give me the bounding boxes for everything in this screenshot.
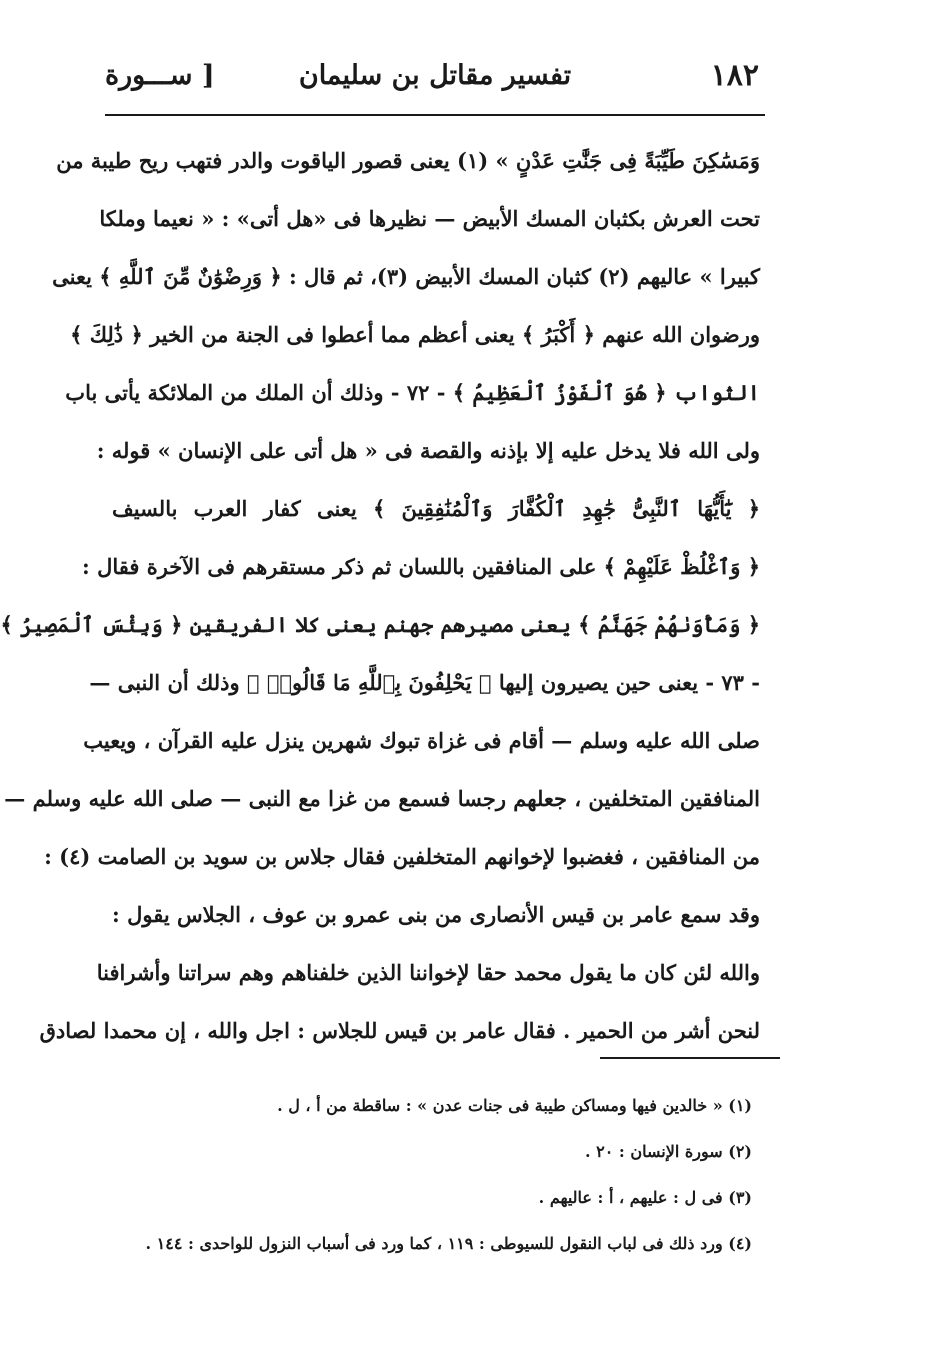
text-line: الثواب ﴿ هُوَ ٱلْفَوْزُ ٱلْعَظِيمُ ﴾ - ٧٢ - وذلك أن الملك من الملائكة يأتى باب xyxy=(65,380,760,405)
text-line: والله لئن كان ما يقول محمد حقا لإخواننا الذين خلفناهم وهم سراتنا وأشرافنا xyxy=(96,960,760,985)
text-line: ورضوان الله عنهم ﴿ أَكْبَرُ ﴾ يعنى أعظم مما أعطوا فى الجنة من الخير ﴿ ذَٰلِكَ ﴾ xyxy=(70,322,760,347)
footnotes xyxy=(112,1083,752,1267)
footnote: (١) « خالدين فيها ومساكن طيبة فى جنات عدن » : ساقطة من أ ، ل . xyxy=(277,1096,752,1115)
footnote: (٤) ورد ذلك فى لباب النقول للسيوطى : ١١٩ ، كما ورد فى أسباب النزول للواحدى : ١٤٤ . xyxy=(145,1234,752,1253)
surah-label: [ ســـورة xyxy=(105,60,215,91)
text-line: لنحن أشر من الحمير . فقال عامر بن قيس للجلاس : اجل والله ، إن محمدا لصادق xyxy=(39,1018,760,1043)
text-line: وَمَسَٰكِنَ طَيِّبَةً فِى جَنَّٰتِ عَدْنٍ » (١) يعنى قصور الياقوت والدر فتهب ريح طيبة من xyxy=(56,148,760,173)
page-number: ١٨٢ xyxy=(710,58,759,93)
footnote-rule xyxy=(600,1057,780,1059)
running-title: تفسير مقاتل بن سليمان xyxy=(298,60,572,91)
text-line: وقد سمع عامر بن قيس الأنصارى من بنى عمرو بن عوف ، الجلاس يقول : xyxy=(112,902,760,927)
page-header xyxy=(105,58,765,108)
body-text xyxy=(0,132,760,1060)
text-line: - ٧٣ - يعنى حين يصيرون إليها ﴿ يَحْلِفُونَ بِٱللَّهِ مَا قَالُوا۟ ﴾ وذلك أن النبى — xyxy=(89,670,760,695)
text-line: من المنافقين ، فغضبوا لإخوانهم المتخلفين فقال جلاس بن سويد بن الصامت (٤) : xyxy=(44,844,760,869)
footnote: (٢) سورة الإنسان : ٢٠ . xyxy=(585,1142,752,1161)
text-line: كبيرا » عاليهم (٢) كثبان المسك الأبيض (٣)، ثم قال : ﴿ وَرِضْوَٰنٌ مِّنَ ٱللَّهِ ﴾ يعنى xyxy=(52,264,760,289)
text-line: ولى الله فلا يدخل عليه إلا بإذنه والقصة فى « هل أتى على الإنسان » قوله : xyxy=(96,438,760,463)
text-line: المنافقين المتخلفين ، جعلهم رجسا فسمع من غزا مع النبى — صلى الله عليه وسلم — xyxy=(4,786,760,811)
text-line: صلى الله عليه وسلم — أقام فى غزاة تبوك شهرين ينزل عليه القرآن ، ويعيب xyxy=(83,728,760,753)
text-line: تحت العرش بكثبان المسك الأبيض — نظيرها فى «هل أتى» : « نعيما وملكا xyxy=(99,206,760,231)
text-line: ﴿ وَٱغْلُظْ عَلَيْهِمْ ﴾ على المنافقين باللسان ثم ذكر مستقرهم فى الآخرة فقال : xyxy=(82,554,760,579)
header-rule xyxy=(105,114,765,116)
footnote: (٣) فى ل : عليهم ، أ : عاليهم . xyxy=(538,1188,752,1207)
text-line: ﴿ يَٰٓأَيُّهَا ٱلنَّبِىُّ جَٰهِدِ ٱلْكُفَّارَ وَٱلْمُنَٰفِقِينَ ﴾ يعنى كفار العرب بالسيف xyxy=(112,496,760,521)
text-line: ﴿ وَمَأْوَىٰهُمْ جَهَنَّمُ ﴾ يعنى مصيرهم جهنم يعنى كلا الفريقين ﴿ وَبِئْسَ ٱلْمَصِيرُ ﴾ xyxy=(0,612,760,637)
